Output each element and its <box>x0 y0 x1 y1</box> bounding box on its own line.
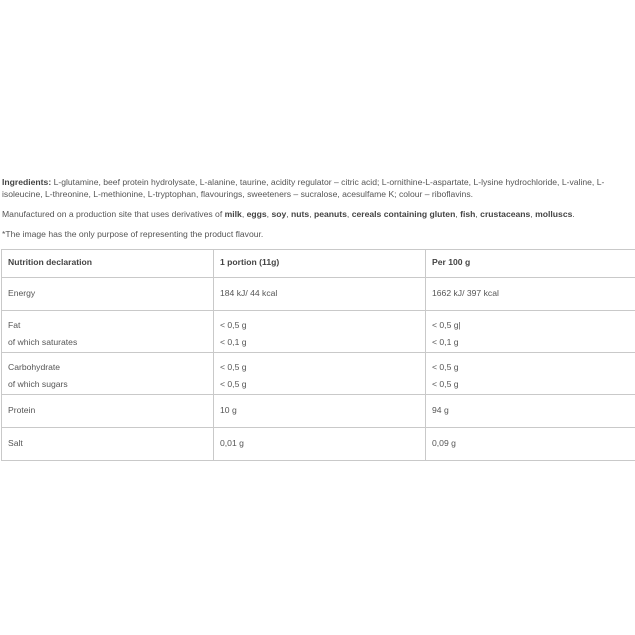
portion-value-line: 0,01 g <box>220 438 244 448</box>
nutrient-cell <box>2 428 214 461</box>
product-info <box>2 176 634 461</box>
allergen-item: peanuts <box>313 209 347 219</box>
portion-value-cell <box>214 311 426 353</box>
allergen-item: soy <box>271 209 287 219</box>
per-100g-value-line: 0,09 g <box>432 438 456 448</box>
allergen-list <box>225 209 575 219</box>
header-nutrition-declaration: Nutrition declaration <box>2 250 214 278</box>
image-disclaimer: *The image has the only purpose of representing the product flavour. <box>2 229 264 239</box>
nutrition-header-row <box>2 250 635 278</box>
nutrition-row <box>2 278 635 311</box>
nutrient-line: Carbohydrate <box>8 362 61 372</box>
allergen-separator: , <box>530 209 536 219</box>
nutrient-cell <box>2 311 214 353</box>
per-100g-value-cell <box>426 428 635 461</box>
allergen-separator: , <box>309 209 314 219</box>
header-portion: 1 portion (11g) <box>214 250 426 278</box>
nutrient-cell <box>2 395 214 428</box>
nutrient-line: Fat <box>8 320 21 330</box>
nutrient-line: of which sugars <box>8 379 68 389</box>
allergen-item: molluscs <box>535 209 573 219</box>
portion-value-line: 10 g <box>220 405 237 415</box>
allergen-separator: . <box>572 209 575 219</box>
nutrition-table <box>1 249 635 461</box>
per-100g-value-cell <box>426 278 635 311</box>
allergen-separator: , <box>346 209 352 219</box>
nutrient-line: Energy <box>8 288 36 298</box>
allergen-item: cereals containing gluten <box>351 209 456 219</box>
header-per-100g: Per 100 g <box>426 250 635 278</box>
allergen-prefix: Manufactured on a production site that uses derivatives of <box>2 209 225 219</box>
per-100g-value-line: < 0,5 g <box>432 379 459 389</box>
nutrition-row <box>2 311 635 353</box>
portion-value-line: < 0,5 g <box>220 379 247 389</box>
nutrient-cell <box>2 278 214 311</box>
portion-value-line: 184 kJ/ 44 kcal <box>220 288 278 298</box>
per-100g-value-cell <box>426 353 635 395</box>
nutrient-line: Protein <box>8 405 36 415</box>
allergen-item: eggs <box>246 209 267 219</box>
portion-value-cell <box>214 278 426 311</box>
nutrient-line: of which saturates <box>8 337 78 347</box>
allergen-separator: , <box>455 209 461 219</box>
nutrient-line: Salt <box>8 438 23 448</box>
portion-value-line: < 0,5 g <box>220 320 247 330</box>
portion-value-cell <box>214 395 426 428</box>
per-100g-value-cell <box>426 395 635 428</box>
allergen-separator: , <box>241 209 247 219</box>
per-100g-value-cell <box>426 311 635 353</box>
allergen-separator: , <box>475 209 481 219</box>
per-100g-value-line: 1662 kJ/ 397 kcal <box>432 288 499 298</box>
per-100g-value-line: 94 g <box>432 405 449 415</box>
portion-value-cell <box>214 428 426 461</box>
allergen-item: crustaceans <box>480 209 531 219</box>
ingredients-paragraph <box>2 176 634 200</box>
ingredients-label: Ingredients: <box>2 177 52 187</box>
allergen-separator: , <box>286 209 292 219</box>
allergen-paragraph <box>2 208 634 220</box>
allergen-item: nuts <box>291 209 310 219</box>
nutrition-row <box>2 428 635 461</box>
allergen-separator: , <box>266 209 272 219</box>
portion-value-line: < 0,5 g <box>220 362 247 372</box>
allergen-item: fish <box>460 209 476 219</box>
per-100g-value-line: < 0,1 g <box>432 337 459 347</box>
nutrient-cell <box>2 353 214 395</box>
per-100g-value-line: < 0,5 g <box>432 362 459 372</box>
portion-value-line: < 0,1 g <box>220 337 247 347</box>
per-100g-value-line: < 0,5 g| <box>432 320 461 330</box>
allergen-item: milk <box>224 209 242 219</box>
nutrition-row <box>2 395 635 428</box>
nutrition-row <box>2 353 635 395</box>
ingredients-text: L-glutamine, beef protein hydrolysate, L-alanine, taurine, acidity regulator – citric acid; L-ornithine-L-aspartate, L-lysine hydrochloride, L-valine, L-isoleucine, L-threonine, L-methionine, L-tryptophan, flavourings, sweeteners – sucralose, acesulfame K; colour – riboflavins. <box>2 177 605 199</box>
portion-value-cell <box>214 353 426 395</box>
